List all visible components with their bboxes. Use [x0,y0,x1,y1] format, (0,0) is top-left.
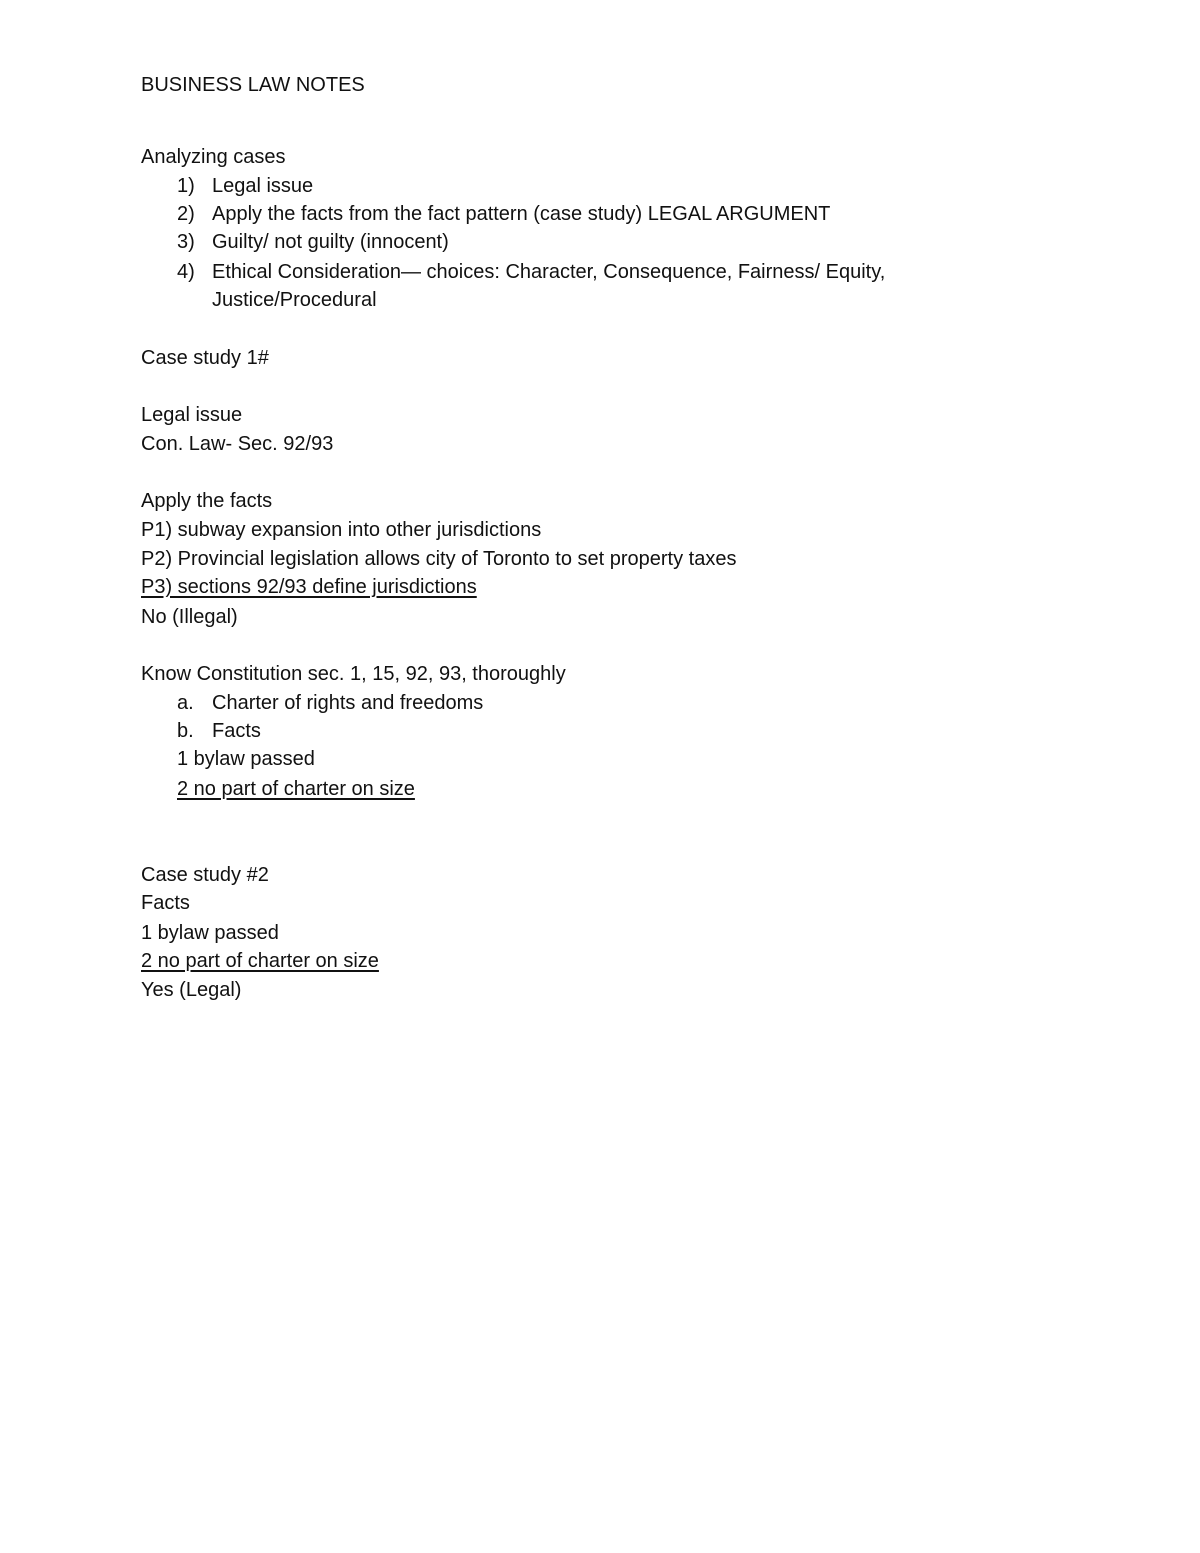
legal-issue-value: Con. Law- Sec. 92/93 [141,433,334,455]
list-item: Facts [212,720,261,742]
fact-point: P2) Provincial legislation allows city of Toronto to set property taxes [141,548,737,570]
document-title: BUSINESS LAW NOTES [141,74,365,96]
case2-fact: 1 bylaw passed [141,922,279,944]
case2-fact: 2 no part of charter on size [141,950,379,972]
list-item-continuation: Justice/Procedural [212,289,377,311]
list-item: Ethical Consideration— choices: Character, Consequence, Fairness/ Equity, [212,261,886,283]
case2-facts-label: Facts [141,892,190,914]
list-item: Charter of rights and freedoms [212,692,484,714]
list-marker: 2) [177,203,195,225]
case2-heading: Case study #2 [141,864,269,886]
analyzing-heading: Analyzing cases [141,146,286,168]
case2-verdict: Yes (Legal) [141,979,242,1001]
list-marker: b. [177,720,194,742]
sub-fact: 2 no part of charter on size [177,778,415,800]
know-constitution-heading: Know Constitution sec. 1, 15, 92, 93, thoroughly [141,663,566,685]
legal-issue-label: Legal issue [141,404,243,426]
apply-facts-label: Apply the facts [141,490,273,512]
list-marker: 4) [177,261,195,283]
list-item: Apply the facts from the fact pattern (case study) LEGAL ARGUMENT [212,203,831,225]
case1-verdict: No (Illegal) [141,606,238,628]
case1-heading: Case study 1# [141,347,269,369]
list-item: Legal issue [212,175,314,197]
list-marker: 3) [177,231,195,253]
fact-point: P3) sections 92/93 define jurisdictions [141,576,477,598]
list-marker: a. [177,692,194,714]
fact-point: P1) subway expansion into other jurisdictions [141,519,542,541]
sub-fact: 1 bylaw passed [177,748,315,770]
list-marker: 1) [177,175,195,197]
list-item: Guilty/ not guilty (innocent) [212,231,449,253]
